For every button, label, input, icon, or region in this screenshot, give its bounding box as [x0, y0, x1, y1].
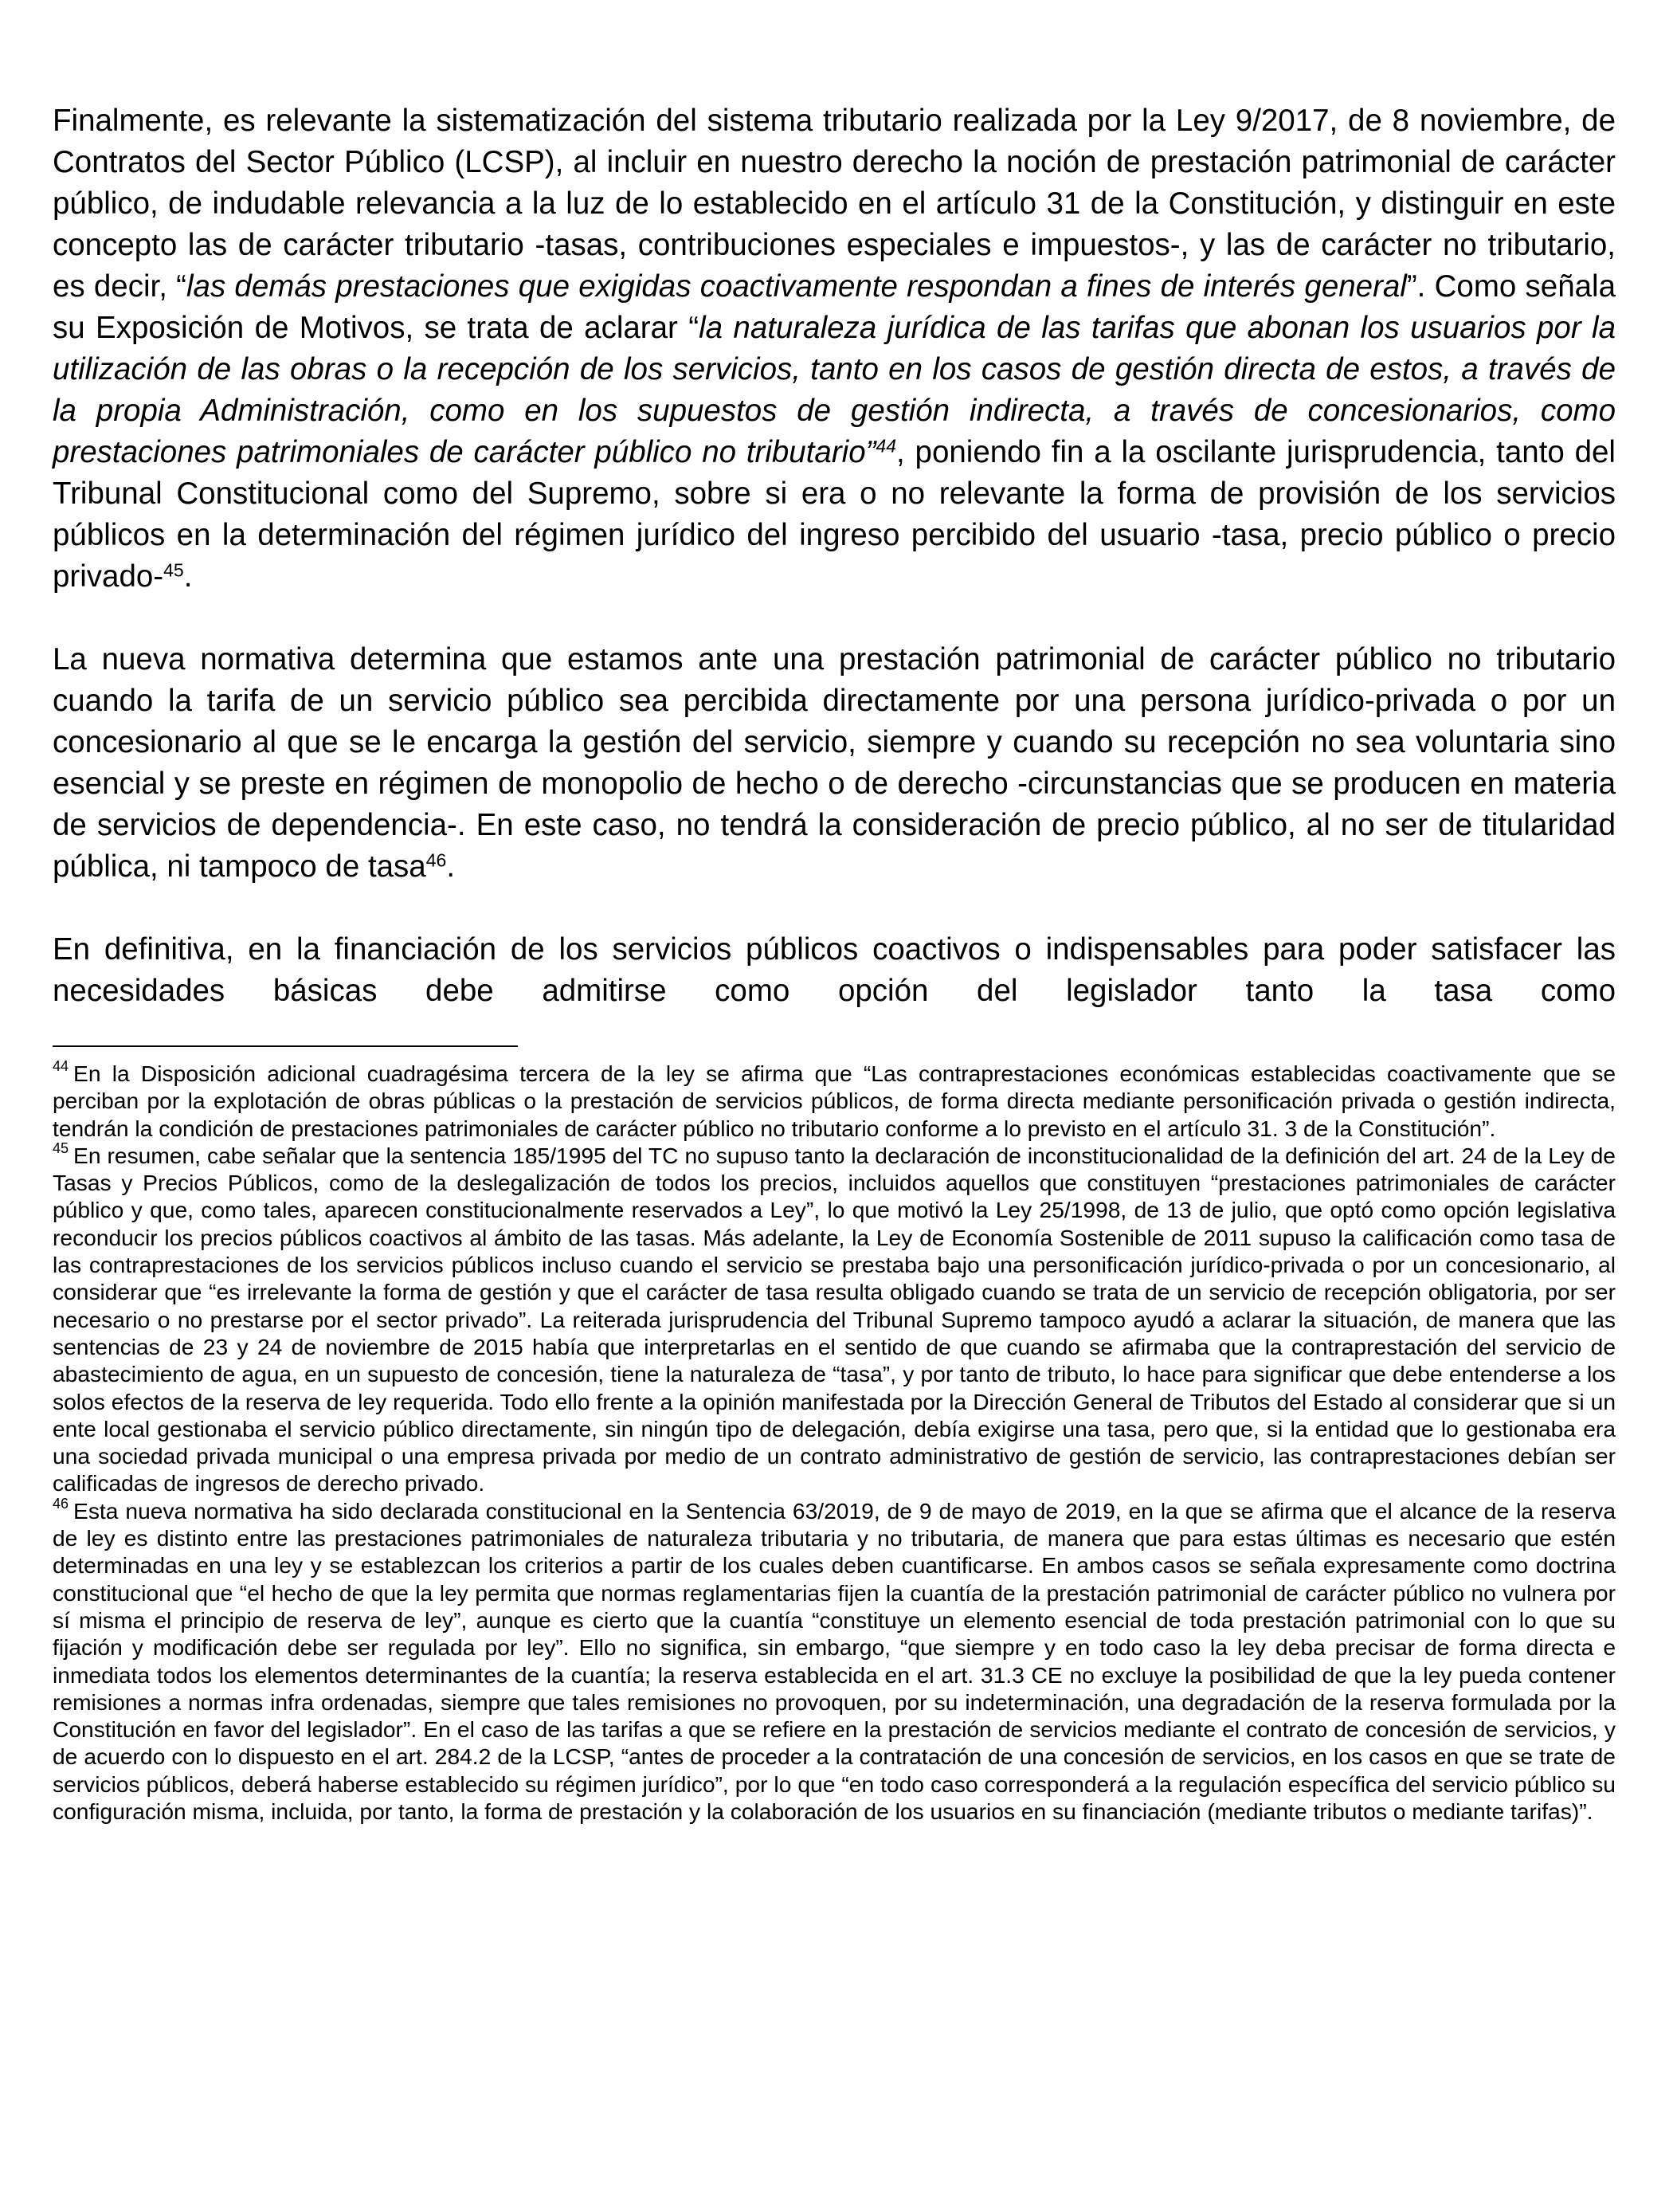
text-run: La nueva normativa determina que estamos ante una prestación patrimonial de carácter público no tributario cuando la tarifa de un servicio público sea percibida directamente por una persona jurídico-privada o por un concesionario al que se le encarga la gestión del servicio, siempre y cuando su recepción no sea voluntaria sino esencial y se preste en régimen de monopolio de hecho o de derecho -circunstancias que se producen en materia de servicios de dependencia-. En este caso, no tendrá la consideración de precio público, al no ser de titularidad pública, ni tampoco de tasa	[53, 642, 1616, 884]
footnote-number: 45	[53, 1140, 69, 1157]
text-run: .	[446, 849, 456, 884]
body-paragraph-2	[53, 639, 1616, 888]
footnote-number: 44	[53, 1058, 69, 1075]
document-page	[53, 100, 1616, 1825]
footnote-ref-46[interactable]: 46	[425, 849, 447, 871]
quoted-text-italic: la naturaleza jurídica de las tarifas que abonan los usuarios por la utilización de las obras o la recepción de los servicios, tanto en los casos de gestión directa de estos, a través de la propia Administración, como en los supuestos de gestión indirecta, a través de concesionarios, como prestaciones patrimoniales de carácter público no tributario”	[53, 311, 1616, 469]
footnote-46	[53, 1497, 1616, 1826]
footnote-45	[53, 1142, 1616, 1497]
text-run: .	[183, 559, 193, 594]
footnote-ref-44[interactable]: 44	[876, 435, 897, 457]
paragraph-gap	[53, 888, 1616, 929]
paragraph-gap	[53, 598, 1616, 639]
text-run: , poniendo fin a la oscilante jurisprudencia, tanto del Tribunal Constitucional como del Supremo, sobre si era o no relevante la forma de provisión de los servicios públicos en la determinación del régimen jurídico del ingreso percibido del usuario -tasa, precio público o precio privado-	[53, 435, 1616, 594]
body-paragraph-1	[53, 100, 1616, 598]
quoted-text-italic: las demás prestaciones que exigidas coactivamente respondan a fines de interés general	[186, 269, 1407, 304]
footnote-separator	[53, 1045, 518, 1047]
footnote-number: 46	[53, 1496, 69, 1512]
footnote-44	[53, 1060, 1616, 1142]
text-run: Finalmente, es relevante la sistematización del sistema tributario realizada por la Ley 9/2017, de 8 noviembre, de Contratos del Sector Público (LCSP), al incluir en nuestro derecho la noción de prestación patrimonial de carácter público, de indudable relevancia a la luz de lo establecido en el artículo 31 de la Constitución, y distinguir en este concepto las de carácter tributario -tasas, contribuciones especiales e impuestos-, y las de carácter no tributario, es decir, “	[53, 104, 1616, 304]
footnote-text: En la Disposición adicional cuadragésima tercera de la ley se afirma que “Las contraprestaciones económicas establecidas coactivamente que se perciban por la explotación de obras públicas o la prestación de servicios públicos, de forma directa mediante personificación privada o gestión indirecta, tendrán la condición de prestaciones patrimoniales de carácter público no tributario conforme a lo previsto en el artículo 31. 3 de la Constitución”.	[53, 1061, 1616, 1141]
text-run: ”. Como señala su Exposición de Motivos, se trata de aclarar “	[53, 269, 1616, 345]
footnote-text: En resumen, cabe señalar que la sentencia 185/1995 del TC no supuso tanto la declaración de inconstitucionalidad de la definición del art. 24 de la Ley de Tasas y Precios Públicos, como de la deslegalización de todos los precios, incluidos aquellos que constituyen “prestaciones patrimoniales de carácter público y que, como tales, aparecen constitucionalmente reservados a Ley”, lo que motivó la Ley 25/1998, de 13 de julio, que optó como opción legislativa reconducir los precios públicos coactivos al ámbito de las tasas. Más adelante, la Ley de Economía Sostenible de 2011 supuso la calificación como tasa de las contraprestaciones de los servicios públicos incluso cuando el servicio se prestaba bajo una personificación jurídico-privada o por un concesionario, al considerar que “es irrelevante la forma de gestión y que el carácter de tasa resulta obligado cuando se trata de un servicio de recepción obligatoria, por ser necesario o no prestarse por el sector privado”. La reiterada jurisprudencia del Tribunal Supremo tampoco ayudó a aclarar la situación, de manera que las sentencias de 23 y 24 de noviembre de 2015 había que interpretarlas en el sentido de que cuando se afirmaba que la contraprestación del servicio de abastecimiento de agua, en un supuesto de concesión, tiene la naturaleza de “tasa”, y por tanto de tributo, lo hace para significar que debe entenderse a los solos efectos de la reserva de ley requerida. Todo ello frente a la opinión manifestada por la Dirección General de Tributos del Estado al considerar que si un ente local gestionaba el servicio público directamente, sin ningún tipo de delegación, debía exigirse una tasa, pero que, si la entidad que lo gestionaba era una sociedad privada municipal o una empresa privada por medio de un contrato administrativo de gestión de servicio, las contraprestaciones debían ser calificadas de ingresos de derecho privado.	[53, 1142, 1616, 1496]
footnotes	[53, 1060, 1616, 1825]
footnote-text: Esta nueva normativa ha sido declarada constitucional en la Sentencia 63/2019, de 9 de mayo de 2019, en la que se afirma que el alcance de la reserva de ley es distinto entre las prestaciones patrimoniales de naturaleza tributaria y no tributaria, de manera que para estas últimas es necesario que estén determinadas en una ley y se establezcan los criterios a partir de los cuales deben cuantificarse. En ambos casos se señala expresamente como doctrina constitucional que “el hecho de que la ley permita que normas reglamentarias fijen la cuantía de la prestación patrimonial de carácter público no vulnera por sí misma el principio de reserva de ley”, aunque es cierto que la cuantía “constituye un elemento esencial de toda prestación patrimonial con lo que su fijación y modificación debe ser regulada por ley”. Ello no significa, sin embargo, “que siempre y en todo caso la ley deba precisar de forma directa e inmediata todos los elementos determinantes de la cuantía; la reserva establecida en el art. 31.3 CE no excluye la posibilidad de que la ley pueda contener remisiones a normas infra ordenadas, siempre que tales remisiones no provoquen, por su indeterminación, una degradación de la reserva formulada por la Constitución en favor del legislador”. En el caso de las tarifas a que se refiere en la prestación de servicios mediante el contrato de concesión de servicios, y de acuerdo con lo dispuesto en el art. 284.2 de la LCSP, “antes de proceder a la contratación de una concesión de servicios, en los casos en que se trate de servicios públicos, deberá haberse establecido su régimen jurídico”, por lo que “en todo caso corresponderá a la regulación específica del servicio público su configuración misma, incluida, por tanto, la forma de prestación y la colaboración de los usuarios en su financiación (mediante tributos o mediante tarifas)”.	[53, 1497, 1616, 1825]
text-run: En definitiva, en la financiación de los servicios públicos coactivos o indispensables para poder satisfacer las necesidades básicas debe admitirse como opción del legislador tanto la tasa como	[53, 932, 1616, 1008]
footnote-ref-45[interactable]: 45	[163, 559, 184, 581]
body-paragraph-3	[53, 929, 1616, 1012]
